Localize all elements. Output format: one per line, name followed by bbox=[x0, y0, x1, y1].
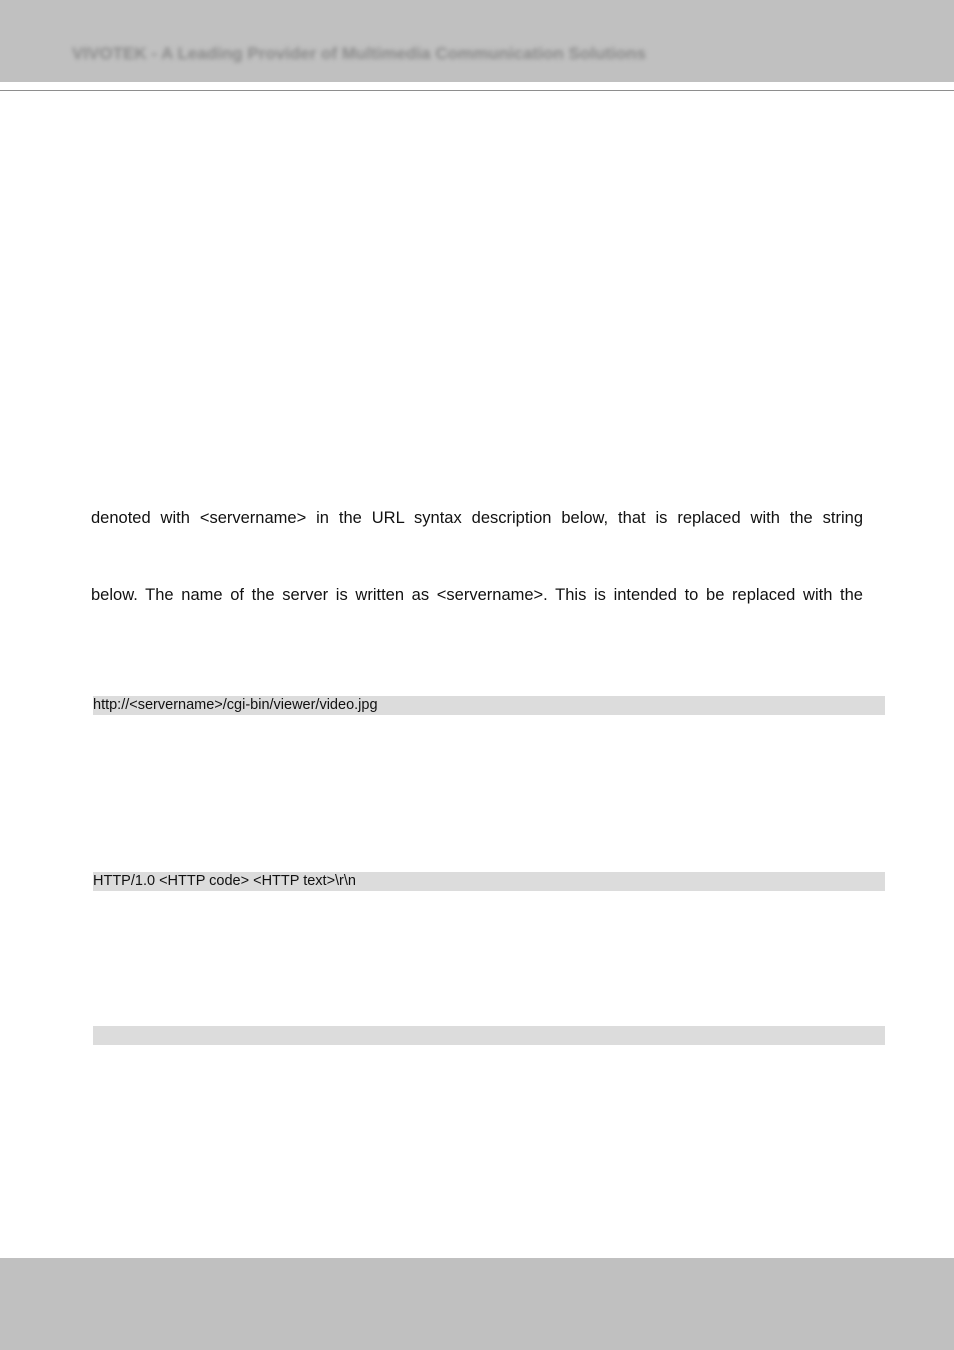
body-text-line: below. The name of the server is written as <servername>. This is intended to be replaced with the bbox=[91, 586, 863, 604]
code-block-empty bbox=[93, 1026, 885, 1045]
code-block-text: http://<servername>/cgi-bin/viewer/video.jpg bbox=[93, 697, 378, 713]
page-header bbox=[0, 0, 954, 82]
page-footer bbox=[0, 1258, 954, 1350]
code-block-response bbox=[93, 872, 885, 891]
header-divider bbox=[0, 90, 954, 91]
code-block-text: HTTP/1.0 <HTTP code> <HTTP text>\r\n bbox=[93, 873, 356, 889]
body-text-line: denoted with <servername> in the URL syntax description below, that is replaced with the string bbox=[91, 509, 863, 527]
header-title: VIVOTEK - A Leading Provider of Multimedia Communication Solutions bbox=[72, 44, 646, 63]
code-block-url bbox=[93, 696, 885, 715]
